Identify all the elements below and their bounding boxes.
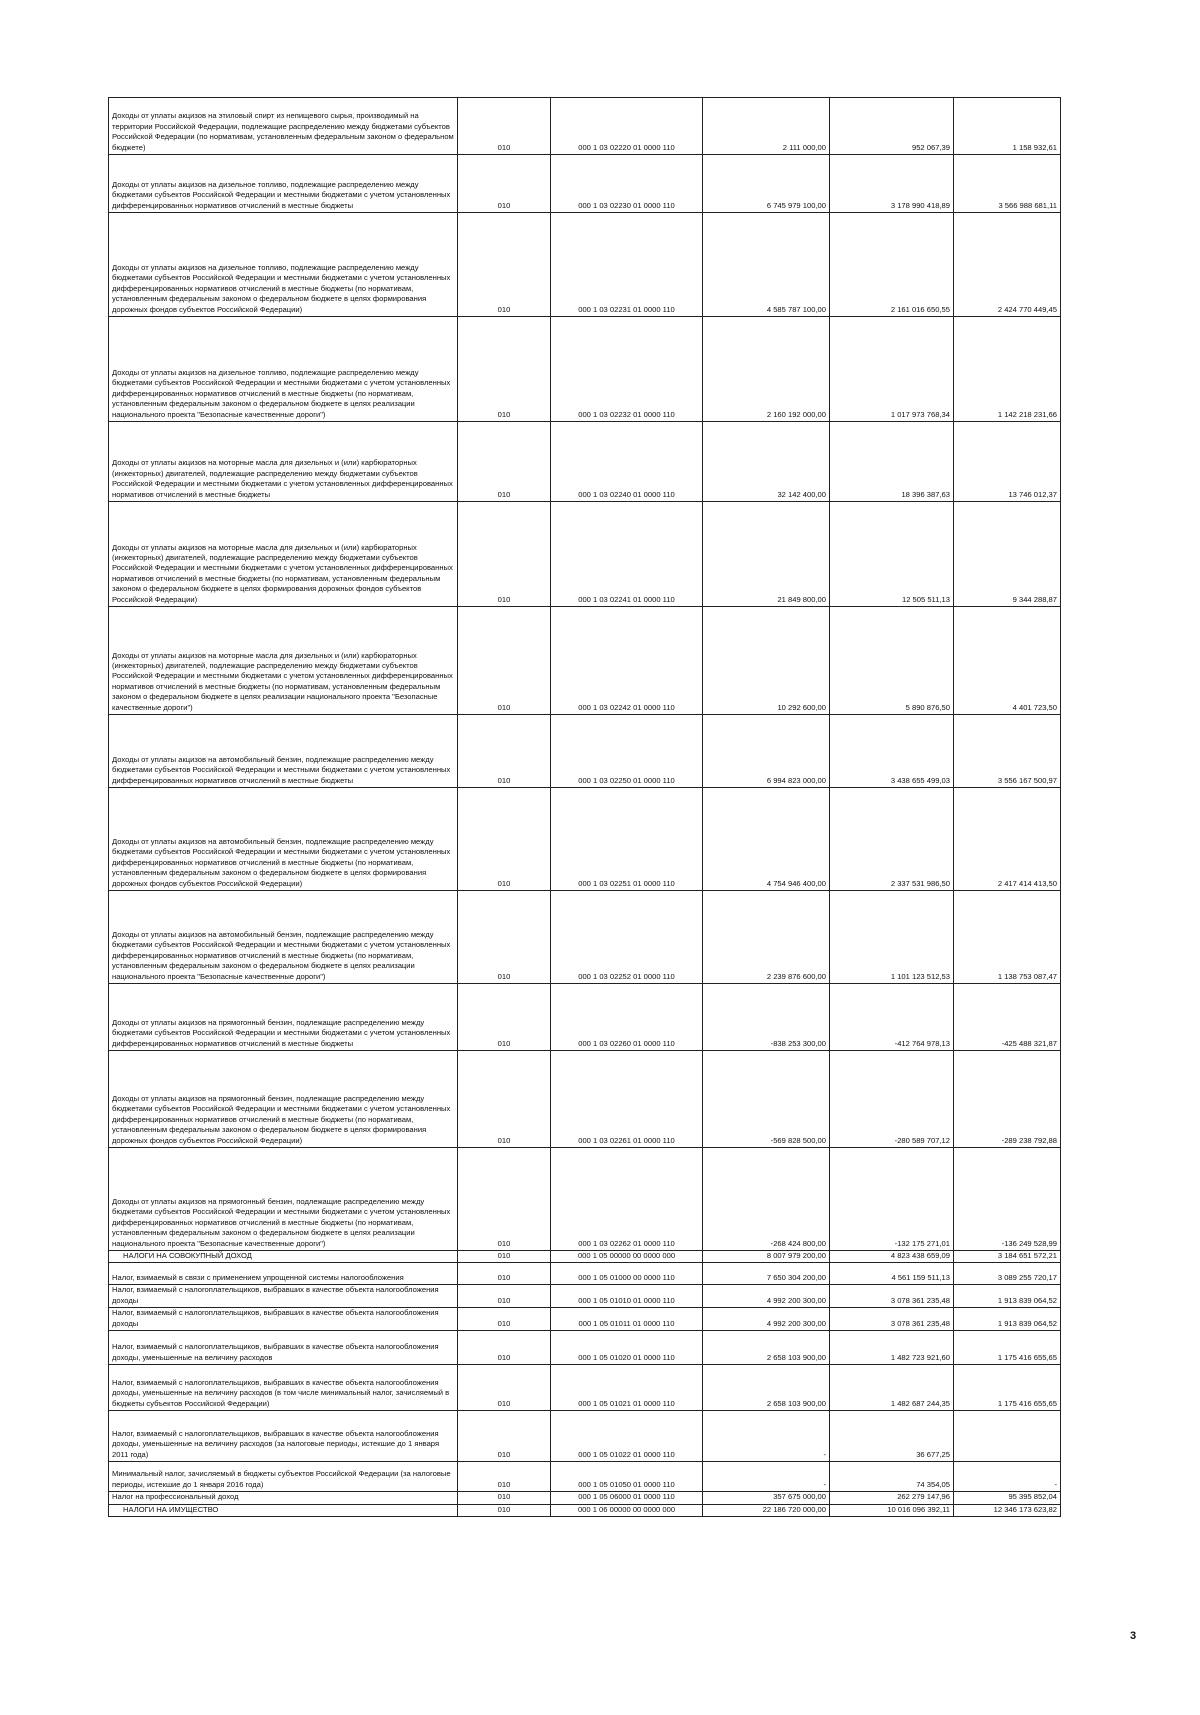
row-line-code: 010 [458,1365,551,1411]
row-executed-amount: 3 078 361 235,48 [830,1308,954,1331]
row-executed-amount: 3 078 361 235,48 [830,1285,954,1308]
row-unexecuted-amount: 1 175 416 655,65 [954,1331,1061,1365]
row-description: Доходы от уплаты акцизов на автомобильный бензин, подлежащие распределению между бюджетами субъектов Российской Федерации и местными бюджетами с учетом установленных дифференцированных нормативов отчислений в местные бюджеты (по нормативам, установленным федеральным законом о федеральном бюджете в целях формирования дорожных фондов субъектов Российской Федерации) [109,788,458,891]
row-line-code: 010 [458,1492,551,1504]
row-approved-amount: -569 828 500,00 [703,1051,830,1148]
table-row [109,788,1061,891]
row-budget-code: 000 1 03 02242 01 0000 110 [551,607,703,715]
table-row [109,422,1061,502]
row-approved-amount: 2 658 103 900,00 [703,1365,830,1411]
table-row [109,1504,1061,1516]
row-approved-amount: 6 994 823 000,00 [703,715,830,788]
row-description: НАЛОГИ НА СОВОКУПНЫЙ ДОХОД [109,1251,458,1263]
row-executed-amount: 1 482 687 244,35 [830,1365,954,1411]
row-approved-amount: 357 675 000,00 [703,1492,830,1504]
row-description: Налог, взимаемый с налогоплательщиков, выбравших в качестве объекта налогообложения доходы, уменьшенные на величину расходов (в том числе минимальный налог, зачисляемый в бюджеты субъектов Российской Федерации) [109,1365,458,1411]
row-approved-amount: 7 650 304 200,00 [703,1263,830,1285]
row-description: Доходы от уплаты акцизов на автомобильный бензин, подлежащие распределению между бюджетами субъектов Российской Федерации и местными бюджетами с учетом установленных дифференцированных нормативов отчислений в местные бюджеты (по нормативам, установленным федеральным законом о федеральном бюджете в целях реализации национального проекта "Безопасные качественные дороги") [109,891,458,984]
page-number: 3 [1130,1630,1137,1642]
row-description: НАЛОГИ НА ИМУЩЕСТВО [109,1504,458,1516]
row-line-code: 010 [458,213,551,317]
row-unexecuted-amount: 2 424 770 449,45 [954,213,1061,317]
row-unexecuted-amount: 3 556 167 500,97 [954,715,1061,788]
row-budget-code: 000 1 05 01011 01 0000 110 [551,1308,703,1331]
row-unexecuted-amount: 1 142 218 231,66 [954,317,1061,422]
table-row [109,317,1061,422]
row-unexecuted-amount: 3 089 255 720,17 [954,1263,1061,1285]
row-approved-amount: - [703,1411,830,1462]
table-row [109,1492,1061,1504]
row-budget-code: 000 1 05 00000 00 0000 000 [551,1251,703,1263]
row-approved-amount: 32 142 400,00 [703,422,830,502]
row-executed-amount: 4 823 438 659,09 [830,1251,954,1263]
row-budget-code: 000 1 03 02220 01 0000 110 [551,98,703,155]
row-approved-amount: 10 292 600,00 [703,607,830,715]
row-budget-code: 000 1 03 02262 01 0000 110 [551,1148,703,1251]
row-approved-amount: 2 658 103 900,00 [703,1331,830,1365]
row-approved-amount: -268 424 800,00 [703,1148,830,1251]
row-executed-amount: 1 482 723 921,60 [830,1331,954,1365]
row-budget-code: 000 1 05 01020 01 0000 110 [551,1331,703,1365]
report-table-body [109,98,1061,1517]
row-line-code: 010 [458,891,551,984]
row-executed-amount: 74 354,05 [830,1462,954,1492]
row-executed-amount: 2 161 016 650,55 [830,213,954,317]
row-executed-amount: 952 067,39 [830,98,954,155]
row-executed-amount: 1 017 973 768,34 [830,317,954,422]
row-line-code: 010 [458,715,551,788]
row-description: Налог, взимаемый с налогоплательщиков, выбравших в качестве объекта налогообложения доходы [109,1285,458,1308]
row-line-code: 010 [458,1308,551,1331]
table-row [109,715,1061,788]
row-executed-amount: -132 175 271,01 [830,1148,954,1251]
row-budget-code: 000 1 05 01010 01 0000 110 [551,1285,703,1308]
row-unexecuted-amount: 1 138 753 087,47 [954,891,1061,984]
row-unexecuted-amount: 1 913 839 064,52 [954,1285,1061,1308]
row-approved-amount: 2 239 876 600,00 [703,891,830,984]
row-description: Доходы от уплаты акцизов на прямогонный бензин, подлежащие распределению между бюджетами субъектов Российской Федерации и местными бюджетами с учетом установленных дифференцированных нормативов отчислений в местные бюджеты (по нормативам, установленным федеральным законом о федеральном бюджете в целях реализации национального проекта "Безопасные качественные дороги") [109,1148,458,1251]
row-unexecuted-amount: -425 488 321,87 [954,984,1061,1051]
row-description: Доходы от уплаты акцизов на моторные масла для дизельных и (или) карбюраторных (инжекторных) двигателей, подлежащие распределению между бюджетами субъектов Российской Федерации и местными бюджетами с учетом установленных дифференцированных нормативов отчислений в местные бюджеты (по нормативам, установленным федеральным законом о федеральном бюджете в целях реализации национального проекта "Безопасные качественные дороги") [109,607,458,715]
row-budget-code: 000 1 05 01050 01 0000 110 [551,1462,703,1492]
row-line-code: 010 [458,1504,551,1516]
row-budget-code: 000 1 05 01000 00 0000 110 [551,1263,703,1285]
row-approved-amount: 6 745 979 100,00 [703,155,830,213]
table-row [109,1462,1061,1492]
row-line-code: 010 [458,317,551,422]
row-budget-code: 000 1 03 02230 01 0000 110 [551,155,703,213]
row-executed-amount: -412 764 978,13 [830,984,954,1051]
row-unexecuted-amount: 12 346 173 623,82 [954,1504,1061,1516]
row-line-code: 010 [458,98,551,155]
row-unexecuted-amount: 2 417 414 413,50 [954,788,1061,891]
row-unexecuted-amount: 1 175 416 655,65 [954,1365,1061,1411]
revenue-report-table [108,97,1061,1517]
row-unexecuted-amount: 4 401 723,50 [954,607,1061,715]
row-line-code: 010 [458,1251,551,1263]
row-description: Доходы от уплаты акцизов на моторные масла для дизельных и (или) карбюраторных (инжекторных) двигателей, подлежащие распределению между бюджетами субъектов Российской Федерации и местными бюджетами с учетом установленных дифференцированных нормативов отчислений в местные бюджеты (по нормативам, установленным федеральным законом о федеральном бюджете в целях формирования дорожных фондов субъектов Российской Федерации) [109,502,458,607]
row-unexecuted-amount: -136 249 528,99 [954,1148,1061,1251]
row-description: Доходы от уплаты акцизов на дизельное топливо, подлежащие распределению между бюджетами субъектов Российской Федерации и местными бюджетами с учетом установленных дифференцированных нормативов отчислений в местные бюджеты (по нормативам, установленным федеральным законом о федеральном бюджете в целях формирования дорожных фондов субъектов Российской Федерации) [109,213,458,317]
row-unexecuted-amount: 1 913 839 064,52 [954,1308,1061,1331]
row-unexecuted-amount: 9 344 288,87 [954,502,1061,607]
row-budget-code: 000 1 03 02252 01 0000 110 [551,891,703,984]
row-unexecuted-amount: 1 158 932,61 [954,98,1061,155]
row-description: Доходы от уплаты акцизов на дизельное топливо, подлежащие распределению между бюджетами субъектов Российской Федерации и местными бюджетами с учетом установленных дифференцированных нормативов отчислений в местные бюджеты [109,155,458,213]
row-description: Налог, взимаемый с налогоплательщиков, выбравших в качестве объекта налогообложения доходы [109,1308,458,1331]
row-executed-amount: -280 589 707,12 [830,1051,954,1148]
row-description: Доходы от уплаты акцизов на автомобильный бензин, подлежащие распределению между бюджетами субъектов Российской Федерации и местными бюджетами с учетом установленных дифференцированных нормативов отчислений в местные бюджеты [109,715,458,788]
row-line-code: 010 [458,1051,551,1148]
row-description: Доходы от уплаты акцизов на прямогонный бензин, подлежащие распределению между бюджетами субъектов Российской Федерации и местными бюджетами с учетом установленных дифференцированных нормативов отчислений в местные бюджеты (по нормативам, установленным федеральным законом о федеральном бюджете в целях формирования дорожных фондов субъектов Российской Федерации) [109,1051,458,1148]
row-budget-code: 000 1 03 02241 01 0000 110 [551,502,703,607]
row-description: Доходы от уплаты акцизов на этиловый спирт из непищевого сырья, производимый на территории Российской Федерации, подлежащие распределению между бюджетами субъектов Российской Федерации (по нормативам, установленным федеральным законом о федеральном бюджете) [109,98,458,155]
table-row [109,98,1061,155]
row-description: Минимальный налог, зачисляемый в бюджеты субъектов Российской Федерации (за налоговые периоды, истекшие до 1 января 2016 года) [109,1462,458,1492]
row-description: Доходы от уплаты акцизов на моторные масла для дизельных и (или) карбюраторных (инжекторных) двигателей, подлежащие распределению между бюджетами субъектов Российской Федерации и местными бюджетами с учетом установленных дифференцированных нормативов отчислений в местные бюджеты [109,422,458,502]
row-executed-amount: 36 677,25 [830,1411,954,1462]
table-row [109,1308,1061,1331]
row-executed-amount: 2 337 531 986,50 [830,788,954,891]
row-line-code: 010 [458,155,551,213]
row-line-code: 010 [458,1411,551,1462]
row-line-code: 010 [458,607,551,715]
table-row [109,1263,1061,1285]
table-row [109,1285,1061,1308]
row-line-code: 010 [458,1263,551,1285]
row-line-code: 010 [458,1148,551,1251]
row-budget-code: 000 1 03 02231 01 0000 110 [551,213,703,317]
row-approved-amount: 8 007 979 200,00 [703,1251,830,1263]
row-budget-code: 000 1 03 02261 01 0000 110 [551,1051,703,1148]
row-approved-amount: 4 754 946 400,00 [703,788,830,891]
row-unexecuted-amount: 3 184 651 572,21 [954,1251,1061,1263]
row-executed-amount: 5 890 876,50 [830,607,954,715]
row-budget-code: 000 1 06 00000 00 0000 000 [551,1504,703,1516]
row-description: Налог, взимаемый с налогоплательщиков, выбравших в качестве объекта налогообложения доходы, уменьшенные на величину расходов (за налоговые периоды, истекшие до 1 января 2011 года) [109,1411,458,1462]
row-approved-amount: 22 186 720 000,00 [703,1504,830,1516]
table-row [109,213,1061,317]
table-row [109,1331,1061,1365]
table-row [109,1051,1061,1148]
row-executed-amount: 10 016 096 392,11 [830,1504,954,1516]
row-line-code: 010 [458,1331,551,1365]
row-description: Доходы от уплаты акцизов на прямогонный бензин, подлежащие распределению между бюджетами субъектов Российской Федерации и местными бюджетами с учетом установленных дифференцированных нормативов отчислений в местные бюджеты [109,984,458,1051]
row-description: Налог, взимаемый в связи с применением упрощенной системы налогообложения [109,1263,458,1285]
row-approved-amount: - [703,1462,830,1492]
row-line-code: 010 [458,502,551,607]
row-description: Налог на профессиональный доход [109,1492,458,1504]
table-row [109,1148,1061,1251]
row-executed-amount: 1 101 123 512,53 [830,891,954,984]
table-row [109,1251,1061,1263]
row-budget-code: 000 1 05 01022 01 0000 110 [551,1411,703,1462]
row-unexecuted-amount: -289 238 792,88 [954,1051,1061,1148]
table-row [109,891,1061,984]
row-executed-amount: 4 561 159 511,13 [830,1263,954,1285]
row-budget-code: 000 1 03 02260 01 0000 110 [551,984,703,1051]
row-line-code: 010 [458,788,551,891]
table-row [109,1411,1061,1462]
row-executed-amount: 18 396 387,63 [830,422,954,502]
table-row [109,984,1061,1051]
row-budget-code: 000 1 03 02250 01 0000 110 [551,715,703,788]
row-description: Налог, взимаемый с налогоплательщиков, выбравших в качестве объекта налогообложения доходы, уменьшенные на величину расходов [109,1331,458,1365]
row-executed-amount: 3 438 655 499,03 [830,715,954,788]
row-unexecuted-amount: 13 746 012,37 [954,422,1061,502]
row-line-code: 010 [458,1285,551,1308]
row-line-code: 010 [458,984,551,1051]
row-approved-amount: 4 992 200 300,00 [703,1285,830,1308]
row-unexecuted-amount: 3 566 988 681,11 [954,155,1061,213]
table-row [109,1365,1061,1411]
row-approved-amount: -838 253 300,00 [703,984,830,1051]
row-unexecuted-amount: 95 395 852,04 [954,1492,1061,1504]
row-budget-code: 000 1 03 02232 01 0000 110 [551,317,703,422]
row-unexecuted-amount [954,1411,1061,1462]
row-line-code: 010 [458,1462,551,1492]
row-approved-amount: 4 585 787 100,00 [703,213,830,317]
row-budget-code: 000 1 05 01021 01 0000 110 [551,1365,703,1411]
row-approved-amount: 4 992 200 300,00 [703,1308,830,1331]
row-unexecuted-amount: - [954,1462,1061,1492]
row-executed-amount: 262 279 147,96 [830,1492,954,1504]
row-line-code: 010 [458,422,551,502]
row-executed-amount: 12 505 511,13 [830,502,954,607]
table-row [109,502,1061,607]
row-budget-code: 000 1 03 02240 01 0000 110 [551,422,703,502]
row-approved-amount: 21 849 800,00 [703,502,830,607]
row-executed-amount: 3 178 990 418,89 [830,155,954,213]
row-budget-code: 000 1 03 02251 01 0000 110 [551,788,703,891]
row-budget-code: 000 1 05 06000 01 0000 110 [551,1492,703,1504]
row-approved-amount: 2 160 192 000,00 [703,317,830,422]
table-row [109,155,1061,213]
row-description: Доходы от уплаты акцизов на дизельное топливо, подлежащие распределению между бюджетами субъектов Российской Федерации и местными бюджетами с учетом установленных дифференцированных нормативов отчислений в местные бюджеты (по нормативам, установленным федеральным законом о федеральном бюджете в целях реализации национального проекта "Безопасные качественные дороги") [109,317,458,422]
table-row [109,607,1061,715]
row-approved-amount: 2 111 000,00 [703,98,830,155]
